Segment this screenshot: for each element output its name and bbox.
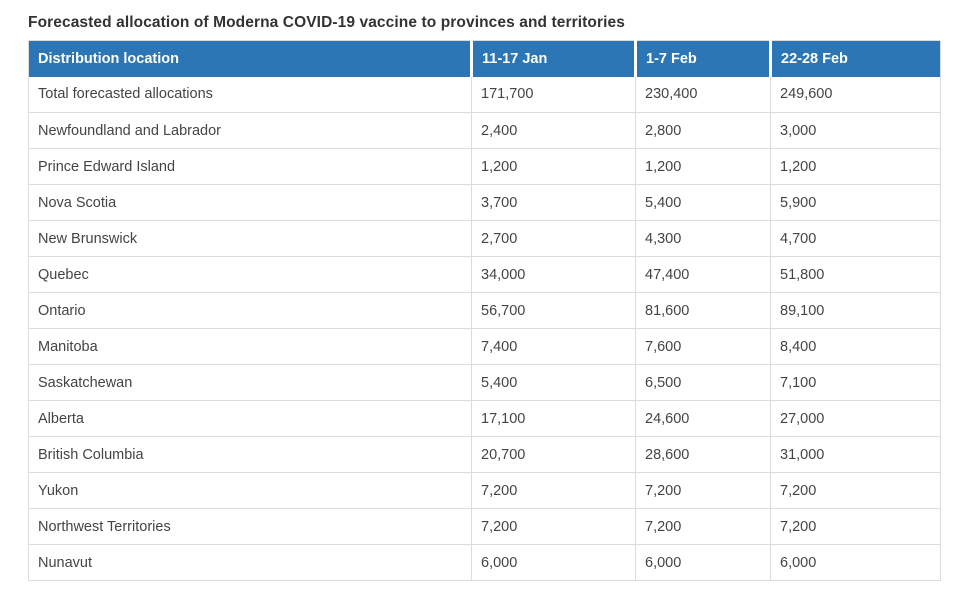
value-cell: 5,900 — [771, 185, 941, 221]
location-cell: Quebec — [29, 257, 472, 293]
value-cell: 3,700 — [472, 185, 636, 221]
value-cell: 1,200 — [771, 149, 941, 185]
table-row — [29, 545, 941, 581]
location-cell: Prince Edward Island — [29, 149, 472, 185]
page-title: Forecasted allocation of Moderna COVID-19 vaccine to provinces and territories — [28, 14, 625, 31]
location-cell: Alberta — [29, 401, 472, 437]
table-row — [29, 185, 941, 221]
value-cell: 2,800 — [636, 113, 771, 149]
location-cell: British Columbia — [29, 437, 472, 473]
value-cell: 7,600 — [636, 329, 771, 365]
table-row — [29, 293, 941, 329]
value-cell: 31,000 — [771, 437, 941, 473]
value-cell: 7,200 — [771, 473, 941, 509]
value-cell: 4,700 — [771, 221, 941, 257]
value-cell: 20,700 — [472, 437, 636, 473]
value-cell: 7,100 — [771, 365, 941, 401]
table-row — [29, 77, 941, 113]
table-row — [29, 365, 941, 401]
table-row — [29, 473, 941, 509]
value-cell: 34,000 — [472, 257, 636, 293]
table-row — [29, 257, 941, 293]
table-body — [29, 77, 941, 581]
table-row — [29, 329, 941, 365]
value-cell: 6,000 — [771, 545, 941, 581]
location-cell: Northwest Territories — [29, 509, 472, 545]
value-cell: 6,000 — [472, 545, 636, 581]
location-cell: Nova Scotia — [29, 185, 472, 221]
location-cell: New Brunswick — [29, 221, 472, 257]
page — [0, 14, 961, 607]
value-cell: 7,200 — [771, 509, 941, 545]
value-cell: 47,400 — [636, 257, 771, 293]
value-cell: 2,700 — [472, 221, 636, 257]
value-cell: 28,600 — [636, 437, 771, 473]
allocation-table — [28, 40, 941, 581]
location-cell: Manitoba — [29, 329, 472, 365]
value-cell: 171,700 — [472, 77, 636, 113]
table-row — [29, 113, 941, 149]
value-cell: 249,600 — [771, 77, 941, 113]
value-cell: 51,800 — [771, 257, 941, 293]
value-cell: 27,000 — [771, 401, 941, 437]
value-cell: 1,200 — [472, 149, 636, 185]
table-header-row — [29, 41, 941, 77]
column-header-22-28-feb: 22-28 Feb — [771, 41, 941, 77]
location-cell: Newfoundland and Labrador — [29, 113, 472, 149]
table-row — [29, 401, 941, 437]
value-cell: 56,700 — [472, 293, 636, 329]
value-cell: 6,000 — [636, 545, 771, 581]
value-cell: 6,500 — [636, 365, 771, 401]
location-cell: Yukon — [29, 473, 472, 509]
value-cell: 7,400 — [472, 329, 636, 365]
column-header-distribution-location: Distribution location — [29, 41, 472, 77]
value-cell: 17,100 — [472, 401, 636, 437]
value-cell: 230,400 — [636, 77, 771, 113]
value-cell: 4,300 — [636, 221, 771, 257]
value-cell: 8,400 — [771, 329, 941, 365]
value-cell: 3,000 — [771, 113, 941, 149]
column-header-1-7-feb: 1-7 Feb — [636, 41, 771, 77]
value-cell: 7,200 — [472, 473, 636, 509]
value-cell: 5,400 — [636, 185, 771, 221]
value-cell: 7,200 — [472, 509, 636, 545]
location-cell: Ontario — [29, 293, 472, 329]
value-cell: 89,100 — [771, 293, 941, 329]
value-cell: 81,600 — [636, 293, 771, 329]
table-row — [29, 149, 941, 185]
value-cell: 7,200 — [636, 509, 771, 545]
column-header-11-17-jan: 11-17 Jan — [472, 41, 636, 77]
location-cell: Nunavut — [29, 545, 472, 581]
table-row — [29, 221, 941, 257]
table-row — [29, 509, 941, 545]
table-row — [29, 437, 941, 473]
location-cell: Total forecasted allocations — [29, 77, 472, 113]
value-cell: 1,200 — [636, 149, 771, 185]
location-cell: Saskatchewan — [29, 365, 472, 401]
value-cell: 2,400 — [472, 113, 636, 149]
table-header — [29, 41, 941, 77]
value-cell: 5,400 — [472, 365, 636, 401]
value-cell: 7,200 — [636, 473, 771, 509]
value-cell: 24,600 — [636, 401, 771, 437]
